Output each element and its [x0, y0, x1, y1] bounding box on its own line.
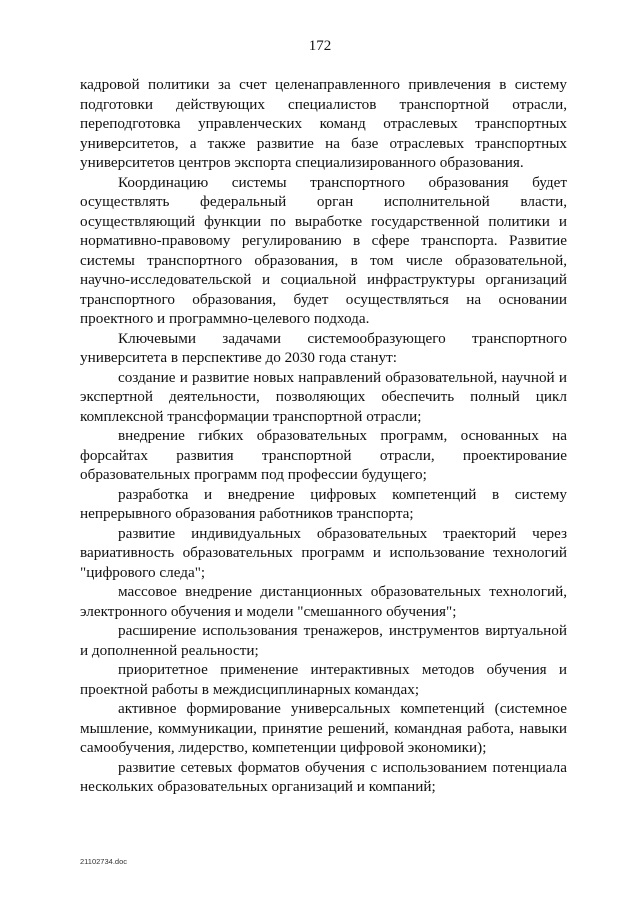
paragraph: кадровой политики за счет целенаправленного привлечения в систему подготовки действующих специалистов транспортной отрасли, переподготовка управленческих команд отраслевых транспортных университетов, а также развитие на базе отраслевых транспортных университетов центров экспорта специализированного образования. [80, 76, 567, 171]
list-item: разработка и внедрение цифровых компетенций в систему непрерывного образования работников транспорта; [80, 485, 567, 522]
list-item: развитие сетевых форматов обучения с использованием потенциала нескольких образовательных организаций и компаний; [80, 758, 567, 795]
document-file-code: 21102734.doc [80, 857, 127, 866]
paragraph: Координацию системы транспортного образования будет осуществлять федеральный орган исполнительной власти, осуществляющий функции по выработке государственной политики и нормативно-правовому регулированию в сфере транспорта. Развитие системы транспортного образования, в том числе образовательной, научно-исследовательской и социальной инфраструктуры организаций транспортного образования, будет осуществляться на основании проектного и программно-целевого подхода. [80, 173, 567, 327]
list-item: внедрение гибких образовательных программ, основанных на форсайтах развития транспортной отрасли, проектирование образовательных программ под профессии будущего; [80, 427, 567, 483]
list-item: расширение использования тренажеров, инструментов виртуальной и дополненной реальности; [80, 622, 567, 659]
page-number: 172 [308, 38, 332, 54]
list-item: создание и развитие новых направлений образовательной, научной и экспертной деятельности, позволяющих обеспечить полный цикл комплексной трансформации транспортной отрасли; [80, 368, 567, 425]
paragraph: Ключевыми задачами системообразующего транспортного университета в перспективе до 2030 года станут: [80, 329, 567, 366]
list-item: массовое внедрение дистанционных образовательных технологий, электронного обучения и модели "смешанного обучения"; [80, 583, 567, 620]
list-item: активное формирование универсальных компетенций (системное мышление, коммуникации, принятие решений, командная работа, навыки самообучения, лидерство, компетенции цифровой экономики); [80, 700, 567, 756]
list-item: приоритетное применение интерактивных методов обучения и проектной работы в междисциплинарных командах; [80, 661, 567, 698]
list-item: развитие индивидуальных образовательных траекторий через вариативность образовательных программ и использование технологий "цифрового следа"; [80, 524, 567, 581]
document-body [80, 75, 567, 797]
